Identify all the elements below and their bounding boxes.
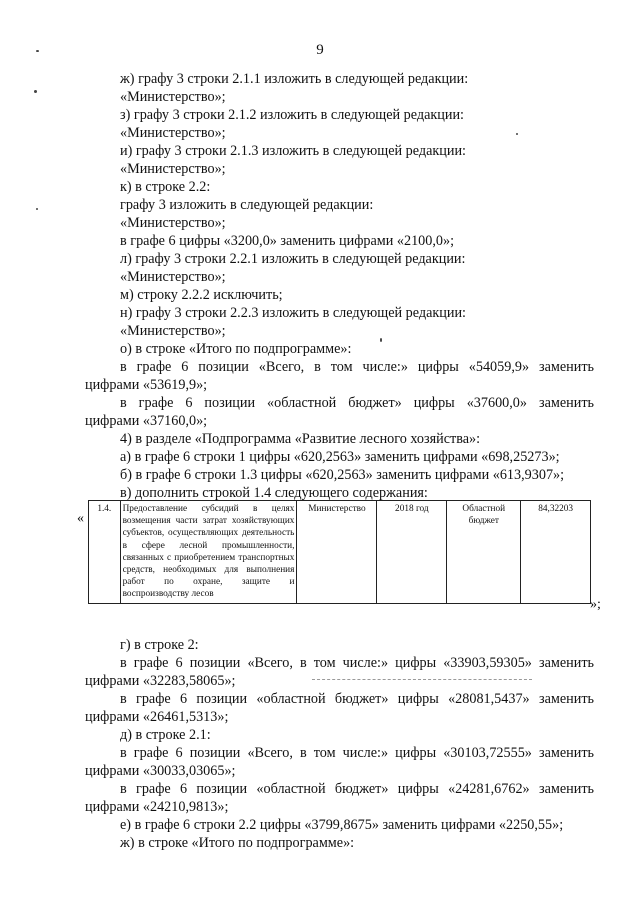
paragraph-first-line: в графе 6 позиции «областной бюджет» цифры «24281,6762» заменить	[120, 781, 594, 797]
amendment-line: е) в графе 6 строки 2.2 цифры «3799,8675» заменить цифрами «2250,55»;	[120, 817, 564, 833]
scan-speck	[516, 133, 518, 135]
quote-open: «	[77, 511, 84, 526]
paragraph-first-line: в графе 6 позиции «Всего, в том числе:» цифры «33903,59305» заменить	[120, 655, 594, 671]
scan-speck	[380, 338, 382, 342]
page-number: 9	[316, 42, 324, 58]
cell-row-number: 1.4.	[89, 501, 121, 604]
amendment-line: ж) графу 3 строки 2.1.1 изложить в следующей редакции:	[120, 71, 469, 87]
amendment-line: «Министерство»;	[120, 161, 226, 177]
paragraph-first-line: в графе 6 позиции «областной бюджет» цифры «28081,5437» заменить	[120, 691, 594, 707]
amendment-line: к) в строке 2.2:	[120, 179, 211, 195]
paragraph-continuation: цифрами «26461,5313»;	[85, 709, 229, 725]
inserted-table-row	[88, 500, 591, 604]
paragraph-continuation: цифрами «32283,58065»;	[85, 673, 236, 689]
cell-amount: 84,32203	[521, 501, 591, 604]
amendment-line: о) в строке «Итого по подпрограмме»:	[120, 341, 352, 357]
amendment-line: д) в строке 2.1:	[120, 727, 211, 743]
amendment-line: «Министерство»;	[120, 125, 226, 141]
amendment-line: а) в графе 6 строки 1 цифры «620,2563» заменить цифрами «698,25273»;	[120, 449, 560, 465]
amendment-line: «Министерство»;	[120, 323, 226, 339]
amendment-line: н) графу 3 строки 2.2.3 изложить в следующей редакции:	[120, 305, 466, 321]
cell-year: 2018 год	[377, 501, 447, 604]
amendment-line: б) в графе 6 строки 1.3 цифры «620,2563» заменить цифрами «613,9307»;	[120, 467, 565, 483]
paragraph-continuation: цифрами «37160,0»;	[85, 413, 208, 429]
cell-description: Предоставление субсидий в целях возмещения части затрат хозяйствующих субъектов, осуществляющих деятельность в сфере лесной промышленности, связанных с приобретением транспортных средств, необходимых для выполнения работ по охране, защите и воспроизводству лесов	[120, 501, 297, 604]
paragraph-first-line: в графе 6 позиции «областной бюджет» цифры «37600,0» заменить	[120, 395, 594, 411]
amendment-line: и) графу 3 строки 2.1.3 изложить в следующей редакции:	[120, 143, 466, 159]
table-row	[89, 501, 591, 604]
scan-speck	[36, 50, 39, 52]
paragraph-continuation: цифрами «30033,03065»;	[85, 763, 236, 779]
paragraph-first-line: в графе 6 позиции «Всего, в том числе:» цифры «30103,72555» заменить	[120, 745, 594, 761]
amendment-line: «Министерство»;	[120, 89, 226, 105]
amendment-line: г) в строке 2:	[120, 637, 199, 653]
paragraph-first-line: в графе 6 позиции «Всего, в том числе:» цифры «54059,9» заменить	[120, 359, 594, 375]
quote-close: »;	[590, 597, 601, 612]
paragraph-continuation: цифрами «24210,9813»;	[85, 799, 229, 815]
amendment-line: «Министерство»;	[120, 215, 226, 231]
scan-speck	[36, 208, 38, 210]
section-heading-line: 4) в разделе «Подпрограмма «Развитие лесного хозяйства»:	[120, 431, 481, 447]
scan-speck	[34, 90, 37, 93]
paragraph-continuation: цифрами «53619,9»;	[85, 377, 208, 393]
pen-mark	[312, 679, 532, 681]
cell-funding-source: Областной бюджет	[447, 501, 521, 604]
amendment-line: ж) в строке «Итого по подпрограмме»:	[120, 835, 355, 851]
amendment-line: в графе 6 цифры «3200,0» заменить цифрами «2100,0»;	[120, 233, 455, 249]
amendment-line: в) дополнить строкой 1.4 следующего содержания:	[120, 485, 428, 501]
amendment-line: м) строку 2.2.2 исключить;	[120, 287, 283, 303]
amendment-line: «Министерство»;	[120, 269, 226, 285]
amendment-line: з) графу 3 строки 2.1.2 изложить в следующей редакции:	[120, 107, 464, 123]
cell-executor: Министерство	[297, 501, 377, 604]
amendment-line: л) графу 3 строки 2.2.1 изложить в следующей редакции:	[120, 251, 466, 267]
amendment-line: графу 3 изложить в следующей редакции:	[120, 197, 374, 213]
